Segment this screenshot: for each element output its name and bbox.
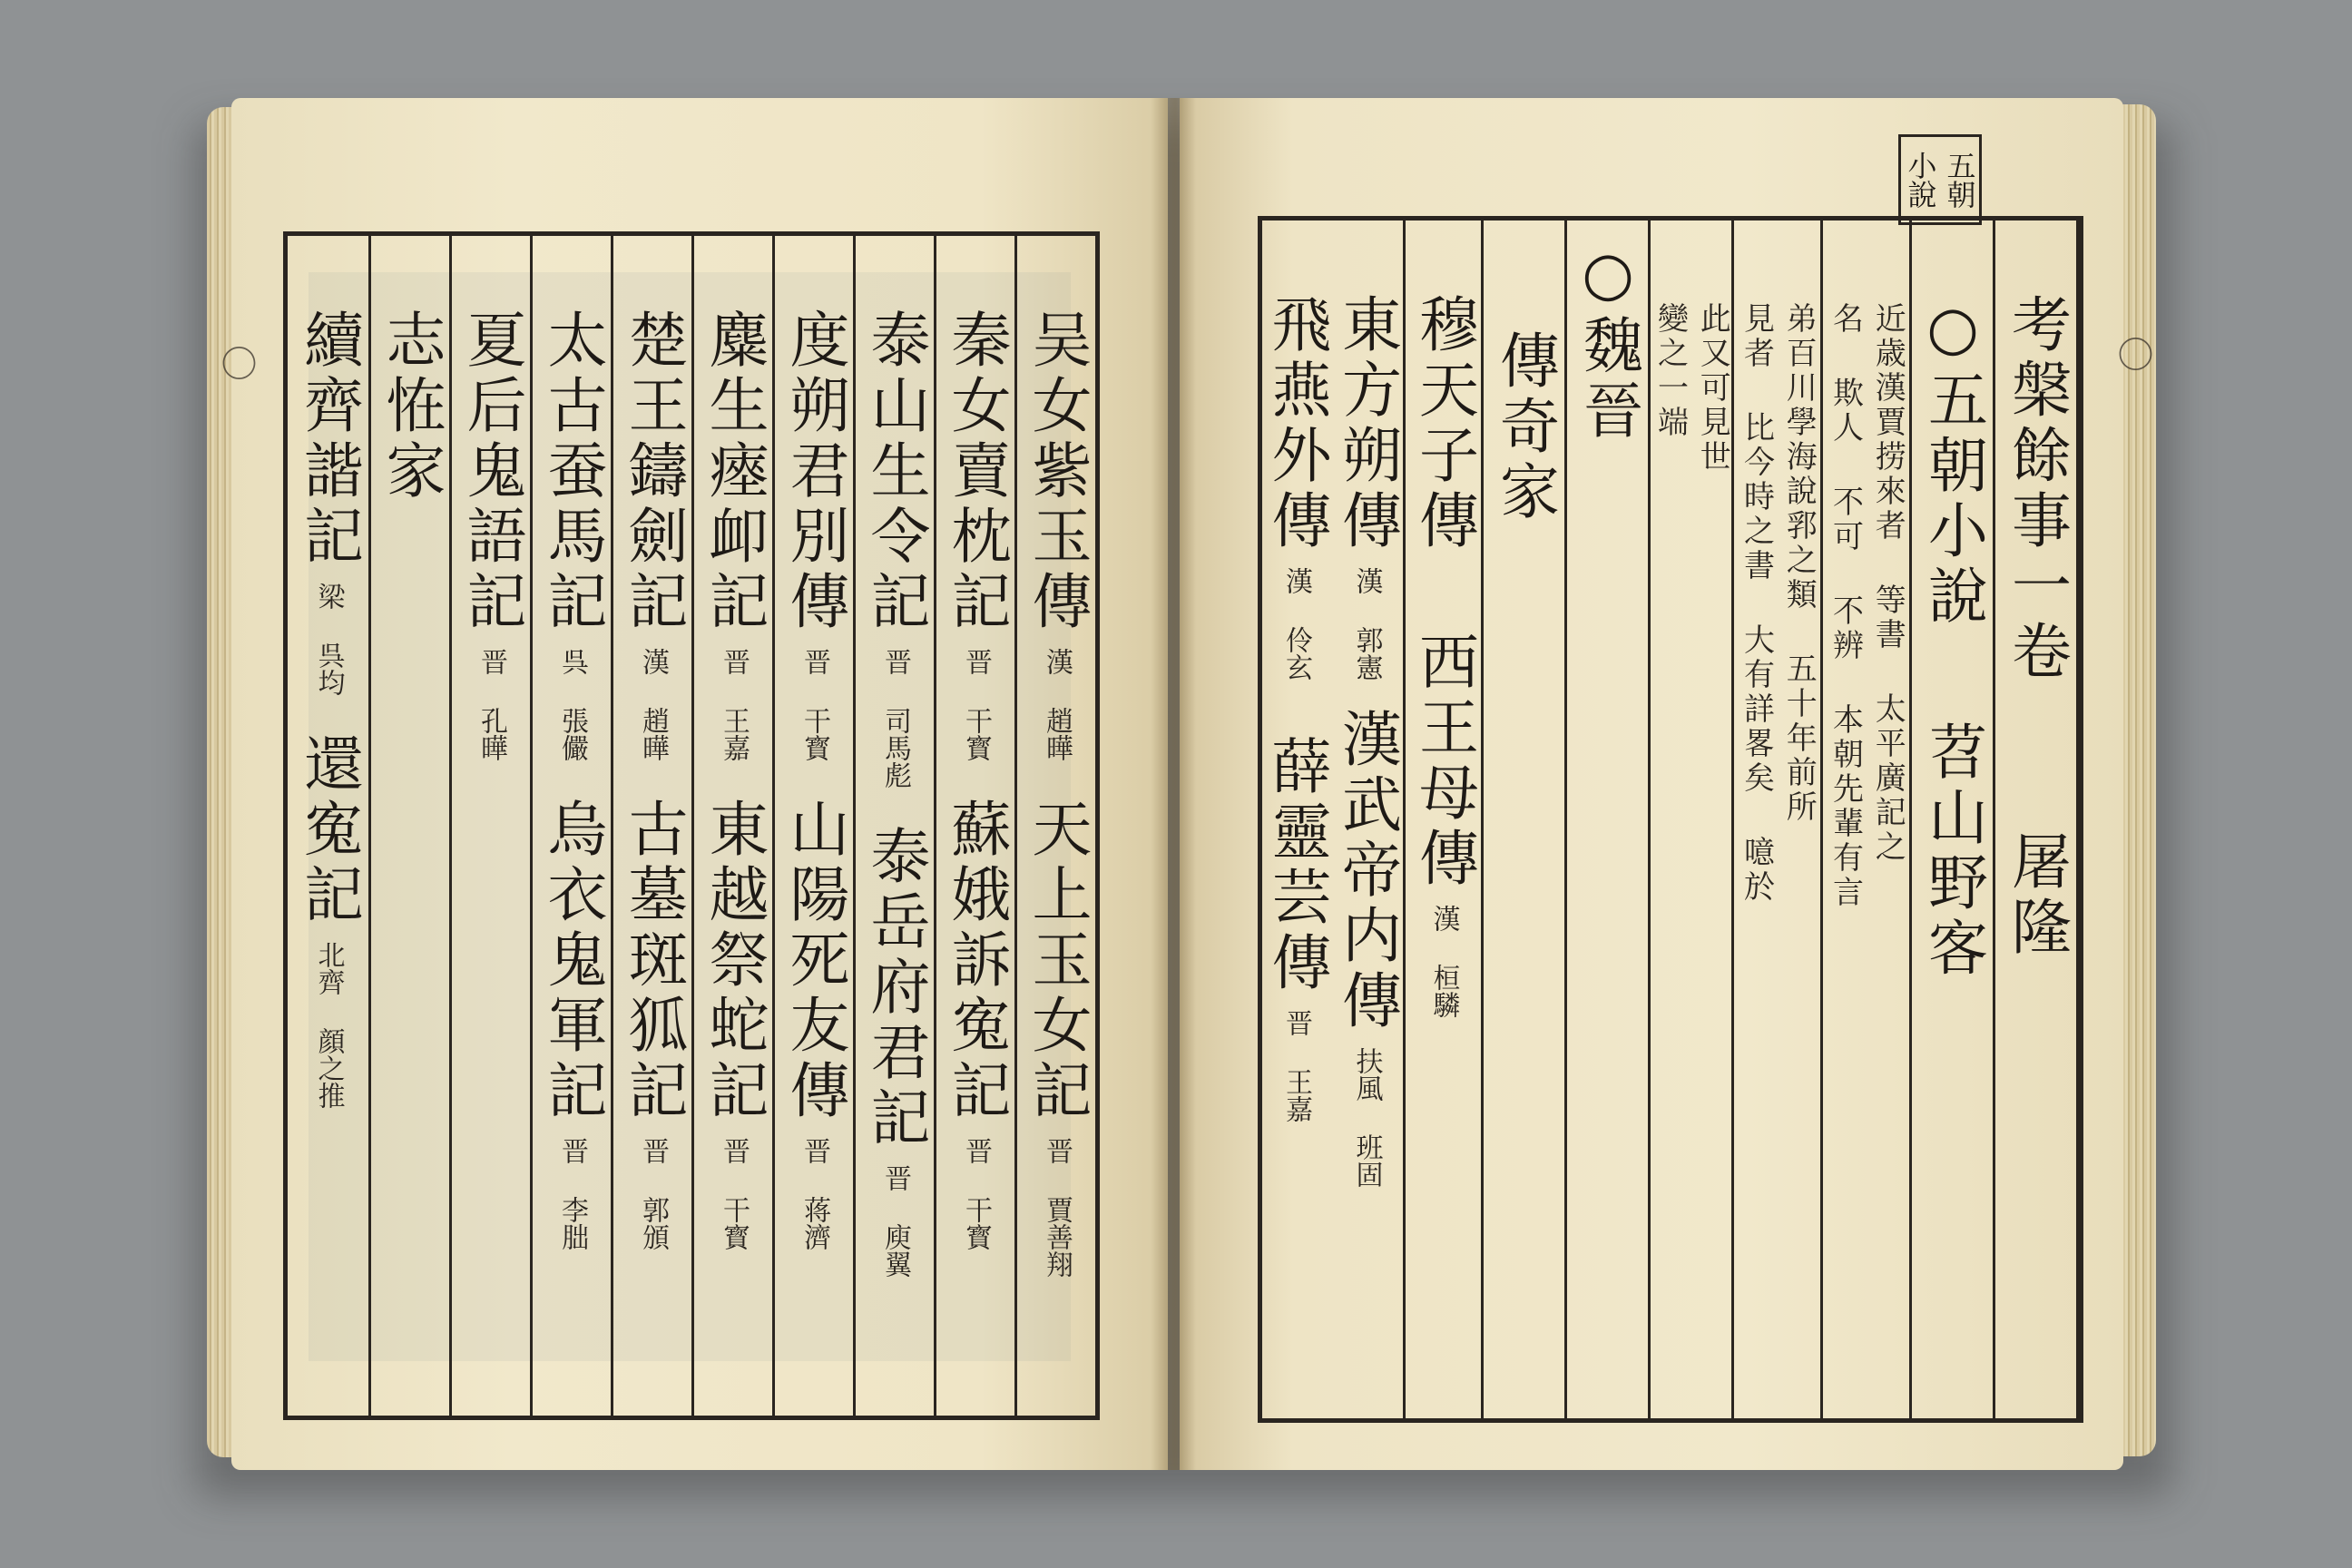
entry-author: 漢 郭憲 (1350, 567, 1383, 681)
left-column (772, 236, 853, 1416)
entry-column (1262, 220, 1329, 1418)
entry-author: 晋 干寳 (799, 648, 830, 761)
preface-line: 近歳漢賈捞來者 等書 太平廣記之 (1869, 302, 1906, 865)
entry-title: 飛燕外傳 (1261, 293, 1331, 554)
dynasty-column (1567, 220, 1651, 1418)
left-column (288, 236, 368, 1416)
entry-author: 晋 王嘉 (1280, 1009, 1312, 1122)
preface-column-3 (1651, 220, 1734, 1418)
entry-author: 晋 李朏 (556, 1137, 588, 1250)
left-column (1014, 236, 1095, 1416)
entry-author: 扶風 班固 (1350, 1047, 1383, 1188)
fold-mark: 〇 (2112, 336, 2153, 372)
entry-title: 秦女賣枕記 (941, 309, 1011, 635)
entry-title: 西王母傳 (1408, 631, 1479, 892)
preface-column-2 (1734, 220, 1823, 1418)
right-page-frame (1258, 216, 2083, 1423)
entry-author: 晋 蒋濟 (799, 1137, 830, 1250)
entry-title: 薛靈芸傳 (1261, 735, 1331, 996)
entry-title: 度朔君別傳 (779, 309, 849, 635)
entry-author: 漢 桓驎 (1427, 905, 1460, 1018)
entry-title: 夏后鬼語記 (456, 309, 526, 635)
entry-author: 梁 呉均 (312, 583, 345, 696)
entry-author: 漢 趙曄 (1041, 648, 1073, 761)
book-gutter (1151, 98, 1196, 1470)
dynasty-heading: ○魏晉 (1573, 239, 1643, 445)
entry-author: 晋 賈善翔 (1041, 1137, 1073, 1278)
header-title: 考槃餘事一卷 (2001, 293, 2072, 685)
entry-author: 漢 伶玄 (1280, 567, 1312, 681)
entry-title: 泰岳府君記 (860, 825, 930, 1152)
entry-title: 穆天子傳 (1408, 293, 1479, 554)
entry-title: 蘇娥訴寃記 (941, 798, 1011, 1124)
left-column (934, 236, 1014, 1416)
entry-title: 還寃記 (293, 732, 364, 928)
preface-line: 此又可見世 (1694, 302, 1731, 475)
preface-line: 見者 比今時之書 大有詳畧矣 噫於 (1738, 302, 1775, 905)
preface-line: 名 欺人 不可 不辨 本朝先輩有言 (1827, 302, 1864, 910)
entry-column (1406, 220, 1484, 1418)
entry-title: 天上玉女記 (1022, 798, 1092, 1124)
entry-author: 晋 干寳 (718, 1137, 750, 1250)
entry-title: 泰山生令記 (860, 309, 930, 635)
entry-author: 呉 張儼 (556, 648, 588, 761)
title-box-line-1: 五朝 (1942, 151, 1977, 209)
left-column (530, 236, 611, 1416)
entry-title: 漢武帝内傳 (1331, 708, 1402, 1034)
preface-column-1 (1823, 220, 1912, 1418)
title-box (1898, 134, 1982, 225)
category-column (1484, 220, 1567, 1418)
header-column (1995, 220, 2079, 1418)
entry-author: 晋 孔曄 (475, 648, 507, 761)
header-author: 屠隆 (2001, 830, 2072, 961)
entry-column (1329, 220, 1406, 1418)
left-column (853, 236, 934, 1416)
entry-title: 太古蚕馬記 (537, 309, 607, 635)
left-column (611, 236, 691, 1416)
section-author: 苕山野客 (1917, 720, 1988, 982)
entry-author: 晋 王嘉 (718, 648, 750, 761)
entry-author: 晋 庾翼 (879, 1164, 911, 1278)
left-column (691, 236, 772, 1416)
entry-title: 麋生瘞卹記 (699, 309, 769, 635)
fold-mark: 〇 (215, 345, 257, 381)
entry-author: 漢 趙曄 (637, 648, 669, 761)
left-page-frame (283, 231, 1100, 1420)
entry-title: 志恠家 (376, 309, 446, 505)
entry-author: 晋 郭頒 (637, 1137, 669, 1250)
entry-title: 續齊諧記 (293, 309, 364, 570)
entry-title: 楚王鑄劍記 (618, 309, 688, 635)
entry-title: 烏衣鬼軍記 (537, 798, 607, 1124)
entry-title: 山陽死友傳 (779, 798, 849, 1124)
entry-title: 古墓斑狐記 (618, 798, 688, 1124)
entry-author: 晋 干寳 (960, 1137, 992, 1250)
entry-author: 北齊 顔之推 (312, 941, 345, 1109)
entry-author: 晋 司馬彪 (879, 648, 911, 789)
entry-title: 東方朔傳 (1331, 293, 1402, 554)
title-box-line-2: 小說 (1903, 151, 1938, 209)
entry-title: 東越祭蛇記 (699, 798, 769, 1124)
section-column (1912, 220, 1995, 1418)
category-heading: 傳奇家 (1489, 329, 1560, 525)
entry-title: 吴女紫玉傳 (1022, 309, 1092, 635)
left-column (449, 236, 530, 1416)
entry-author: 晋 干寳 (960, 648, 992, 761)
preface-line: 變之一端 (1651, 302, 1689, 440)
left-column (368, 236, 449, 1416)
section-title: ○五朝小說 (1917, 293, 1988, 630)
preface-line: 弟百川學海說郛之類 五十年前所 (1780, 302, 1818, 825)
